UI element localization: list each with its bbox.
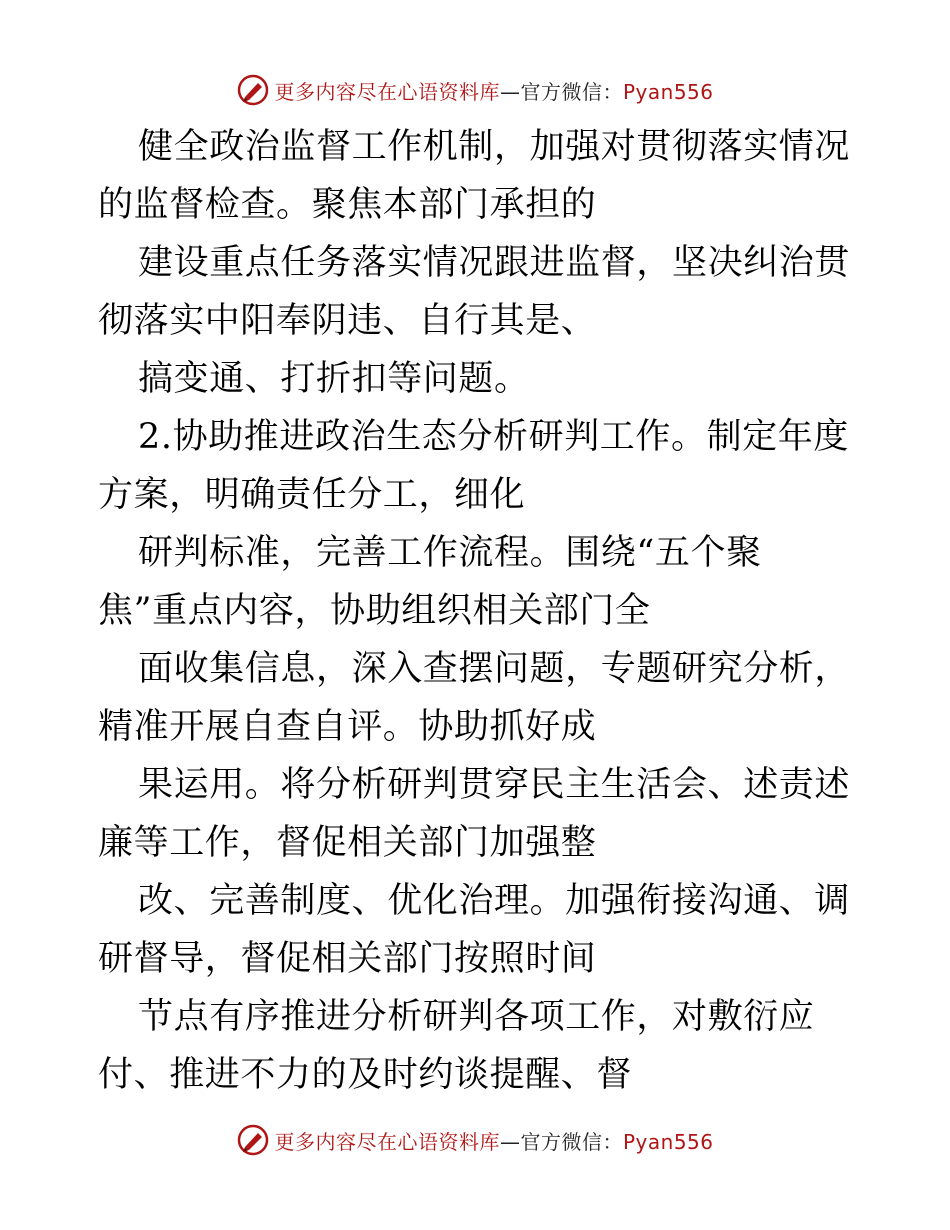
paragraph: 2.协助推进政治生态分析研判工作。制定年度方案，明确责任分工，细化 [98,417,849,515]
paragraph: 果运用。将分析研判贯穿民主生活会、述责述廉等工作，督促相关部门加强整 [98,765,851,863]
paragraph: 研判标准，完善工作流程。围绕“五个聚焦”重点内容，协助组织相关部门全 [98,533,762,631]
header-brand-text: 更多内容尽在心语资料库 [274,79,500,104]
paragraph: 改、完善制度、优化治理。加强衔接沟通、调研督导，督促相关部门按照时间 [98,881,851,979]
header-dash: — [499,79,521,104]
footer-wechat-id: Pyan556 [622,1129,714,1154]
footer-dash: — [499,1129,521,1154]
footer-brand-text: 更多内容尽在心语资料库 [274,1129,500,1154]
pen-logo-icon [236,1123,270,1157]
header-wechat-id: Pyan556 [622,79,714,104]
footer-official-text: 官方微信： [520,1129,623,1154]
document-body [98,118,850,1104]
paragraph: 搞变通、打折扣等问题。 [138,359,530,399]
pen-logo-icon [236,73,270,107]
paragraph: 健全政治监督工作机制，加强对贯彻落实情况的监督检查。聚焦本部门承担的 [98,127,851,225]
paragraph: 建设重点任务落实情况跟进监督，坚决纠治贯彻落实中阳奉阴违、自行其是、 [98,243,851,341]
paragraph: 面收集信息，深入查摆问题，专题研究分析，精准开展自查自评。协助抓好成 [98,649,851,747]
header-official-text: 官方微信： [520,79,623,104]
footer-watermark-banner [0,1120,950,1160]
header-watermark-banner [0,70,950,110]
paragraph: 节点有序推进分析研判各项工作，对敷衍应付、推进不力的及时约谈提醒、督 [98,997,815,1095]
